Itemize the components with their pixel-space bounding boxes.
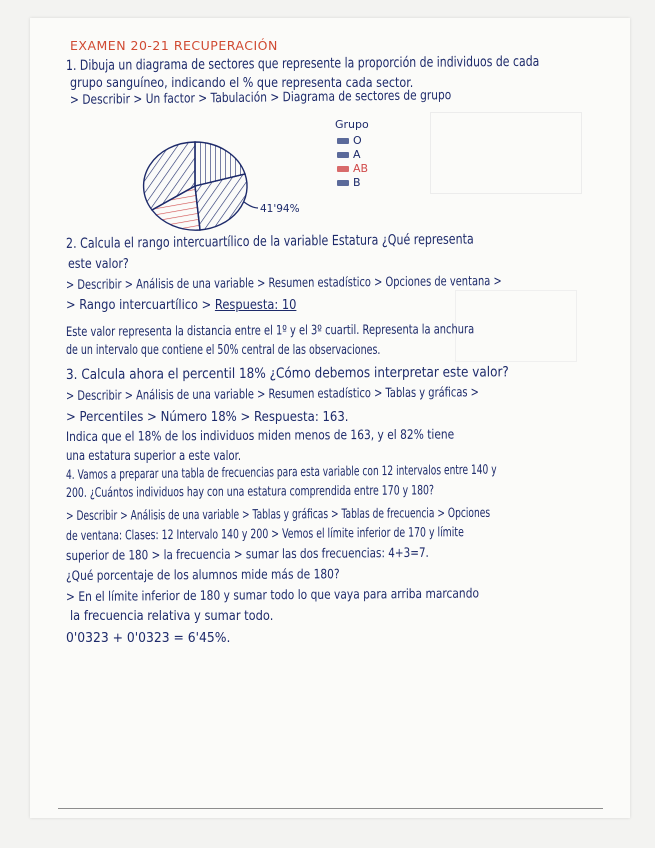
q4-line-6: ¿Qué porcentaje de los alumnos mide más de 180?	[65, 567, 340, 584]
legend-title: Grupo	[335, 118, 369, 131]
q2-line-6: de un intervalo que contiene el 50% central de las observaciones.	[66, 343, 381, 358]
legend-item-o	[337, 134, 362, 147]
bleed-through-box	[430, 112, 582, 194]
q1-line-2: grupo sanguíneo, indicando el % que representa cada sector.	[70, 76, 414, 91]
q4-line-1: 4. Vamos a preparar una tabla de frecuencias para esta variable con 12 intervalos entre 140 y	[65, 462, 497, 483]
legend-item-ab	[337, 162, 368, 175]
q3-line-5: una estatura superior a este valor.	[66, 449, 242, 464]
legend-label: AB	[353, 162, 369, 175]
q4-line-2: 200. ¿Cuántos individuos hay con una estatura comprendida entre 170 y 180?	[65, 483, 434, 501]
legend-swatch-icon	[337, 152, 349, 158]
q2-line-4-text: > Rango intercuartílico >	[66, 298, 212, 313]
q2-line-5: Este valor representa la distancia entre el 1º y el 3º cuartil. Representa la anchura	[65, 322, 475, 340]
page-bottom-edge	[58, 808, 603, 809]
legend-swatch-icon	[337, 166, 349, 172]
legend-label: A	[353, 148, 361, 161]
legend-swatch-icon	[337, 138, 349, 144]
q4-line-9: 0'0323 + 0'0323 = 6'45%.	[66, 631, 231, 646]
legend-item-b	[337, 176, 361, 189]
q4-line-3: > Describir > Análisis de una variable > Tablas y gráficas > Tablas de frecuencia > Opciones	[65, 505, 491, 524]
q2-line-3: > Describir > Análisis de una variable > Resumen estadístico > Opciones de ventana >	[65, 273, 502, 293]
legend-label: O	[353, 134, 362, 147]
q1-line-3: > Describir > Un factor > Tabulación > Diagrama de sectores de grupo	[69, 88, 452, 108]
q4-line-4: de ventana: Clases: 12 Intervalo 140 y 200 > Vemos el límite inferior de 170 y límite	[65, 525, 464, 544]
q3-line-2: > Describir > Análisis de una variable > Resumen estadístico > Tablas y gráficas >	[65, 385, 479, 404]
legend-label: B	[353, 176, 361, 189]
q4-line-5: superior de 180 > la frecuencia > sumar las dos frecuencias: 4+3=7.	[65, 545, 429, 564]
q3-line-1: 3. Calcula ahora el percentil 18% ¿Cómo debemos interpretar este valor?	[65, 364, 509, 383]
q2-line-4	[66, 298, 296, 313]
q2-line-2: este valor?	[68, 257, 129, 272]
pie-chart	[140, 138, 320, 242]
q3-line-4: Indica que el 18% de los individuos miden menos de 163, y el 82% tiene	[65, 427, 455, 445]
q1-line-1: 1. Dibuja un diagrama de sectores que represente la proporción de individuos de cada	[65, 53, 540, 74]
q2-line-1: 2. Calcula el rango intercuartílico de la variable Estatura ¿Qué representa	[65, 231, 474, 252]
pie-percentage-label: 41'94%	[260, 203, 300, 215]
q3-line-3: > Percentiles > Número 18% > Respuesta: 163.	[66, 410, 349, 425]
pie-pointer-line	[244, 202, 258, 208]
q2-answer: Respuesta: 10	[214, 298, 297, 313]
exam-title: EXAMEN 20-21 RECUPERACIÓN	[70, 38, 278, 53]
q4-line-8: la frecuencia relativa y sumar todo.	[70, 609, 274, 624]
legend-swatch-icon	[337, 180, 349, 186]
q4-line-7: > En el límite inferior de 180 y sumar todo lo que vaya para arriba marcando	[65, 586, 480, 605]
legend-item-a	[337, 148, 361, 161]
